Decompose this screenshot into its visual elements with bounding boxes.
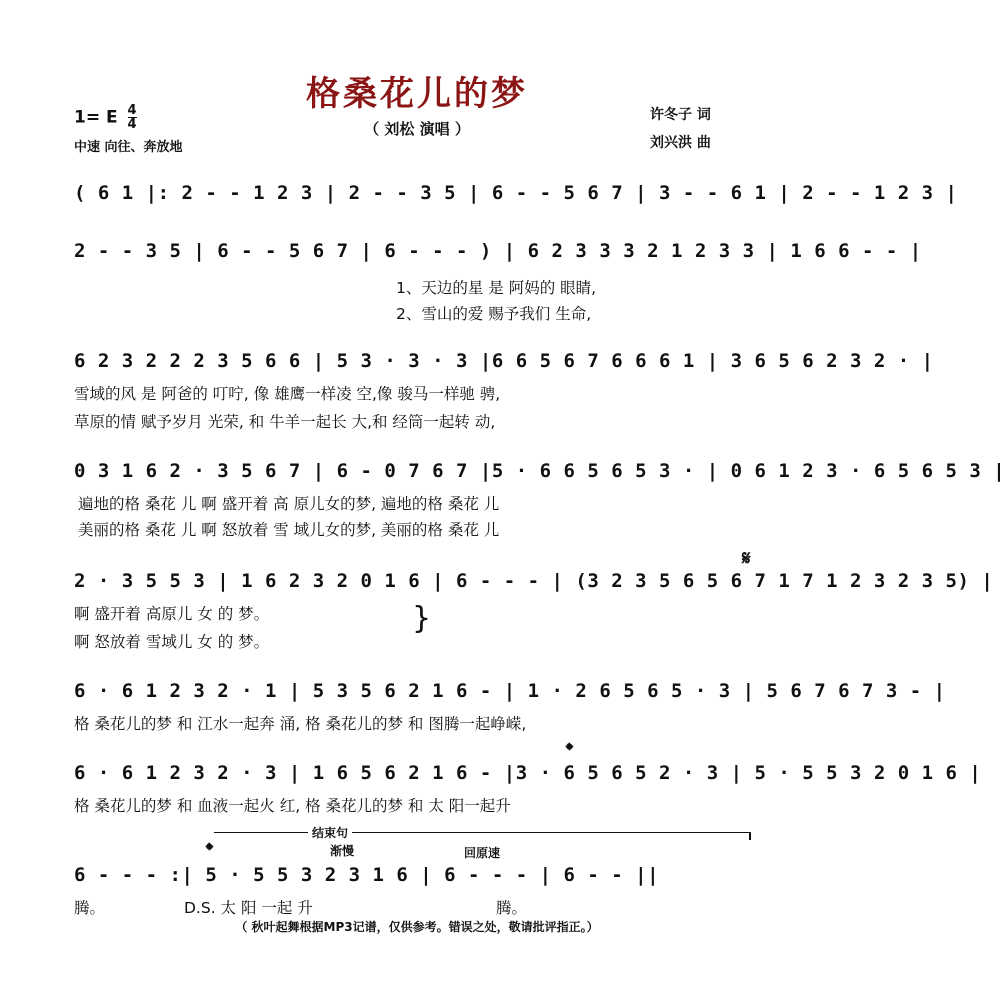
lyric-line-4b: 啊 怒放着 雪域儿 女 的 梦。 [74,633,270,651]
music-line-7: 6 · 6 1 2 3 2 · 3 | 1 6 5 6 2 1 6 - |3 · 6 5 6 5 2 · 3 | 5 · 5 5 3 2 0 1 6 | [74,762,982,784]
lyric-line-2b: 草原的情 赋予岁月 光荣, 和 牛羊一起长 大,和 经筒一起转 动, [74,413,496,431]
music-line-4: 0 3 1 6 2 · 3 5 6 7 | 6 - 0 7 6 7 |5 · 6 6 5 6 5 3 · | 0 6 1 2 3 · 6 5 6 5 3 | [74,460,1005,482]
time-signature [128,104,137,131]
singer-credit: （ 刘松 演唱 ） [364,120,470,138]
lyric-line-6: 格 桑花儿的梦 和 血液一起火 红, 格 桑花儿的梦 和 太 阳一起升 [74,797,511,815]
music-line-3: 6 2 3 2 2 2 3 5 6 6 | 5 3 · 3 · 3 |6 6 5 6 7 6 6 6 1 | 3 6 5 6 2 3 2 · | [74,350,934,372]
transcription-note: （ 秋叶起舞根据MP3记谱，仅供参考。错误之处，敬请批评指正。） [235,920,599,934]
lyricist-credit: 许冬子 词 [650,107,711,123]
coda-sign-upper: 𝄌 [566,738,573,762]
ending-bracket-tick [749,832,751,840]
a-tempo-marking: 回原速 [464,846,501,860]
song-title: 格桑花儿的梦 [306,74,528,114]
lyric-line-2a: 雪域的风 是 阿爸的 叮咛, 像 雄鹰一样凌 空,像 骏马一样驰 骋, [74,385,501,403]
segno-sign: 𝄋 [742,546,751,570]
key-label: 1= E [74,107,118,128]
lyric-line-7b: D.S. 太 阳 一起 升 [184,899,313,917]
lyric-line-7a: 腾。 [74,899,106,917]
music-line-1: ( 6 1 |: 2 - - 1 2 3 | 2 - - 3 5 | 6 - - 5 6 7 | 3 - - 6 1 | 2 - - 1 2 3 | [74,182,958,204]
composer-credit: 刘兴洪 曲 [650,135,711,151]
music-line-5: 2 · 3 5 5 3 | 1 6 2 3 2 0 1 6 | 6 - - - | (3 2 3 5 6 5 6 7 1 7 1 2 3 2 3 5) | [74,570,994,592]
lyric-line-4a: 啊 盛开着 高原儿 女 的 梦。 [74,605,270,623]
ending-bracket [214,832,750,833]
time-top: 4 [127,103,137,118]
rit-marking: 渐慢 [330,844,355,858]
tempo-marking: 中速 向往、奔放地 [74,140,183,155]
key-signature [74,104,137,131]
lyric-line-5: 格 桑花儿的梦 和 江水一起奔 涌, 格 桑花儿的梦 和 图腾一起峥嵘, [74,715,527,733]
brace-icon: } [412,601,432,636]
lyric-line-3b: 美丽的格 桑花 儿 啊 怒放着 雪 域儿女的梦, 美丽的格 桑花 儿 [78,521,500,539]
lyric-line-1a: 1、天边的星 是 阿妈的 眼睛, [396,279,597,297]
lyric-line-7c: 腾。 [496,899,528,917]
music-line-6: 6 · 6 1 2 3 2 · 1 | 5 3 5 6 2 1 6 - | 1 · 2 6 5 6 5 · 3 | 5 6 7 6 7 3 - | [74,680,946,702]
time-bottom: 4 [127,117,137,132]
music-line-2: 2 - - 3 5 | 6 - - 5 6 7 | 6 - - - ) | 6 2 3 3 3 2 1 2 3 3 | 1 6 6 - - | [74,240,922,262]
coda-sign-lower: 𝄌 [206,838,213,862]
lyric-line-3a: 遍地的格 桑花 儿 啊 盛开着 高 原儿女的梦, 遍地的格 桑花 儿 [78,495,500,513]
lyric-line-1b: 2、雪山的爱 赐予我们 生命, [396,305,592,323]
ending-label: 结束句 [308,824,352,841]
music-line-8: 6 - - - :| 5 · 5 5 3 2 3 1 6 | 6 - - - | 6 - - || [74,864,660,886]
